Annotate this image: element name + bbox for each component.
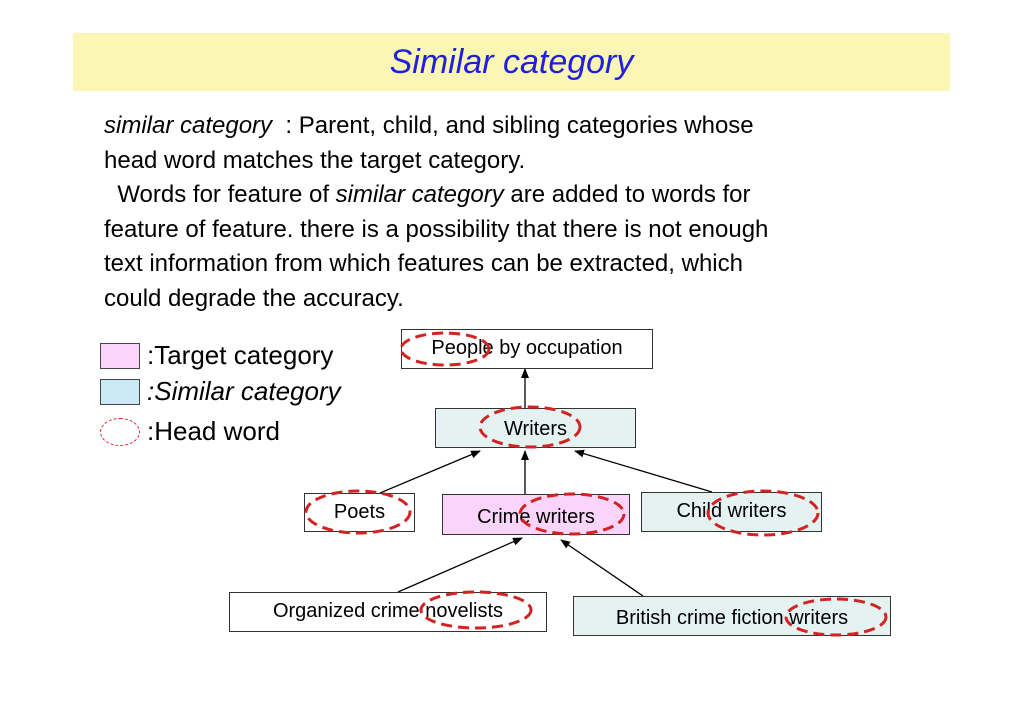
para-line-6: could degrade the accuracy. [104,284,404,312]
node-people-by-occupation: People by occupation [401,329,653,369]
legend-target-label: :Target category [147,340,334,370]
legend-head-label: :Head word [147,416,280,446]
head-ellipse-writers [480,407,580,447]
node-british-crime-fiction-writers: British crime fiction writers [573,596,891,636]
node-writers: Writers [435,408,636,448]
node-organized-crime-novelists: Organized crime novelists [229,592,547,632]
head-ellipse-people [401,333,489,365]
para-line-5: text information from which features can be extracted, which [104,250,743,278]
para-term-2: similar category [335,181,504,209]
para-line-3-post: are added to words for [503,181,751,209]
head-ellipse-novelists [421,592,531,628]
head-ellipse-poets [306,491,410,533]
head-ellipse-crime-writers [520,494,624,534]
node-child-writers: Child writers [641,492,822,532]
para-line-2: head word matches the target category. [104,146,526,174]
para-line-3-pre: Words for feature of [104,181,336,209]
head-ellipse-british-writers [786,599,886,635]
node-crime-writers: Crime writers [442,494,630,535]
node-poets: Poets [304,493,415,532]
legend-similar-label: :Similar category [147,376,341,406]
page-title: Similar category [389,43,634,81]
para-line-4: feature of feature. there is a possibility that there is not enough [104,215,769,243]
para-term-1: similar category [104,112,273,139]
head-ellipse-child-writers [708,491,818,535]
para-line-1-rest: : Parent, child, and sibling categories whose [272,112,754,139]
